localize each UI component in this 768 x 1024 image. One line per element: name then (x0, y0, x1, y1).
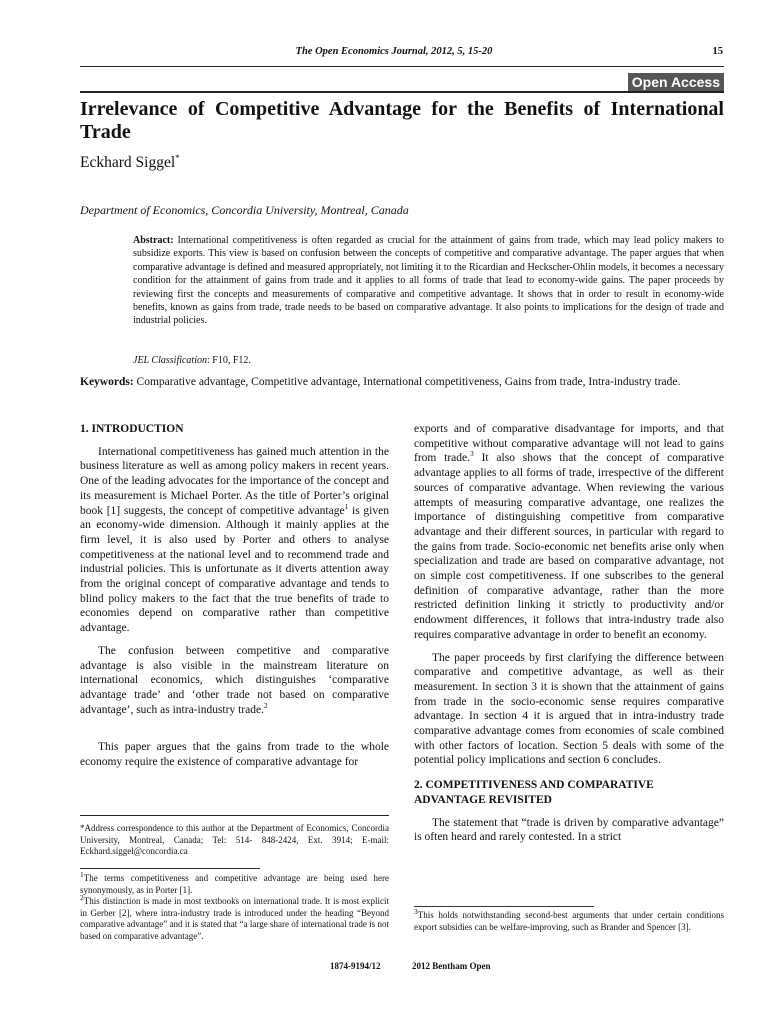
intro-paragraph-1 (80, 445, 389, 636)
section-2-paragraph-1: The statement that “trade is driven by comparative advantage” is often heard and rarely contested. In a strict (414, 816, 724, 844)
footnote-1-text: The terms competitiveness and competitive advantage are being used here synonymously, as in Porter [1]. (80, 873, 389, 895)
footnote-2 (80, 893, 389, 942)
intro-paragraph-2 (80, 644, 389, 718)
correspondence-note: *Address correspondence to this author at the Department of Economics, Concordia University, Montreal, Canada; Tel: 514- 848-2424, Ext. 3914; E-mail: Eckhard.siggel@concordia.ca (80, 823, 389, 857)
jel-label: JEL Classification (133, 355, 207, 366)
intro-p1-text-b: is given an economy-wide dimension. Although it mainly applies at the firm level, it is also used by Porter and others to analyse competitiveness at the national level and to recommend trade and industrial policies. This is unfortunate as it diverts attention away from the original concept of comparative advantage and tends to blind policy makers to the fact that the true benefits of trade to economies depend on comparative rather than competitive advantage. (80, 504, 389, 635)
footnote-3-text: This holds notwithstanding second-best arguments that under certain conditions export subsidies can be welfare-improving, such as Brander and Spencer [3]. (414, 910, 724, 932)
footnote-rule (80, 868, 260, 869)
right-column (414, 422, 724, 845)
open-access-badge: Open Access (628, 73, 724, 91)
right-footnote-rule (414, 906, 594, 907)
keywords (80, 375, 724, 390)
left-column (80, 422, 389, 770)
author-line (80, 154, 180, 172)
footer-issn: 1874-9194/12 (330, 961, 381, 971)
footnote-2-text: This distinction is made in most textbooks on international trade. It is most explicit in Gerber [2], where intra-industry trade is introduced under the heading “Beyond comparative advantage” and it is stated that “a large share of international trade is not based on comparative advantage”. (80, 896, 389, 941)
intro-p1-text-a: International competitiveness has gained much attention in the business literature as well as among policy makers in recent years. One of the leading advocates for the importance of the concept and its measurement is Michael Porter. As the title of Porter’s original book [1] suggests, the concept of competitive advantage (80, 445, 389, 517)
section-heading-2: 2. COMPETITIVENESS AND COMPARATIVE ADVANTAGE REVISITED (414, 779, 654, 806)
abstract (133, 234, 724, 328)
keywords-text: Comparative advantage, Competitive advantage, International competitiveness, Gains from trade, Intra-industry trade. (136, 376, 681, 388)
left-footnote-rule (80, 815, 389, 816)
footnote-1 (80, 870, 389, 896)
footnote-ref-1: 1 (344, 501, 349, 511)
footnote-3-mark: 3 (414, 907, 418, 916)
footnotes-left (80, 870, 389, 943)
keywords-label: Keywords: (80, 376, 134, 388)
jel-value: : F10, F12. (207, 355, 251, 366)
footnote-3 (414, 907, 724, 933)
right-p1-text-b: It also shows that the concept of comparative advantage applies to all forms of trade, irrespective of the different sources of comparative advantage. When reviewing the various attempts of measuring comparative advantage, one realizes the importance of distinguishing competitive from comparative advantage and their different sources, in particular with regard to the gains from trade. Socio-economic net benefits arise only when specialization and trade are based on comparative advantage, not on simple cost competitiveness. If one subscribes to the general definition of comparative advantage, rather than the more restricted definition linking it strictly to productivity and/or endowment differences, it follows that intra-industry trade also requires comparative advantage in order to benefit an economy. (414, 452, 724, 641)
abstract-text: International competitiveness is often regarded as crucial for the attainment of gains from trade, which may lead policy makers to subsidize exports. This view is based on confusion between the concepts of competitive and comparative advantage. The paper argues that when comparative advantage is defined and measured appropriately, not limiting it to the Ricardian and Heckscher-Ohlin models, it becomes a necessary condition for the attainment of gains from trade and it applies to all forms of trade that lead to economy-wide gains. The paper proceeds by reviewing first the concepts and measurements of comparative and competitive advantage. It shows that in order to result in economy-wide benefits, known as gains from trade, trade needs to be based on comparative advantage. It also points to implications for the design of trade and industrial policies. (133, 235, 725, 327)
section-heading-introduction: 1. INTRODUCTION (80, 423, 184, 435)
paper-title: Irrelevance of Competitive Advantage for the Benefits of International Trade (80, 98, 724, 143)
journal-citation: The Open Economics Journal, 2012, 5, 15-20 (295, 46, 493, 57)
jel-classification (133, 355, 251, 366)
right-paragraph-1 (414, 422, 724, 643)
page-number: 15 (712, 46, 723, 57)
footnote-ref-3: 3 (470, 449, 474, 459)
right-p1-text-a: exports and of comparative disadvantage for imports, and that competitive without comparative advantage will not lead to gains from trade. (414, 423, 724, 465)
affiliation: Department of Economics, Concordia University, Montreal, Canada (80, 203, 409, 217)
abstract-label: Abstract: (133, 235, 174, 246)
author-name: Eckhard Siggel (80, 154, 176, 171)
intro-paragraph-3: This paper argues that the gains from trade to the whole economy require the existence of comparative advantage for (80, 741, 389, 769)
footnote-2-mark: 2 (80, 893, 84, 903)
footnote-1-mark: 1 (80, 870, 84, 879)
title-rule (80, 91, 724, 93)
intro-p2-text: The confusion between competitive and comparative advantage is also visible in the mainstream literature on international economics, which distinguishes ‘comparative advantage trade’ and ‘other trade not based on comparative advantage’, such as intra-industry trade. (80, 644, 389, 716)
footer-publisher: 2012 Bentham Open (412, 961, 491, 971)
author-mark: * (175, 152, 180, 163)
right-paragraph-2: The paper proceeds by first clarifying the difference between comparative and competitive advantage, as well as their measurement. In section 3 it is shown that the attainment of gains from trade in the socio-economic sense requires comparative advantage. In section 4 it is argued that in intra-industry trade comparative advantage comes from economies of scale combined with other factors of location. Section 5 deals with some of the potential policy implications and section 6 concludes. (414, 651, 724, 767)
footnote-ref-2: 2 (263, 700, 268, 710)
header-rule (80, 66, 724, 67)
